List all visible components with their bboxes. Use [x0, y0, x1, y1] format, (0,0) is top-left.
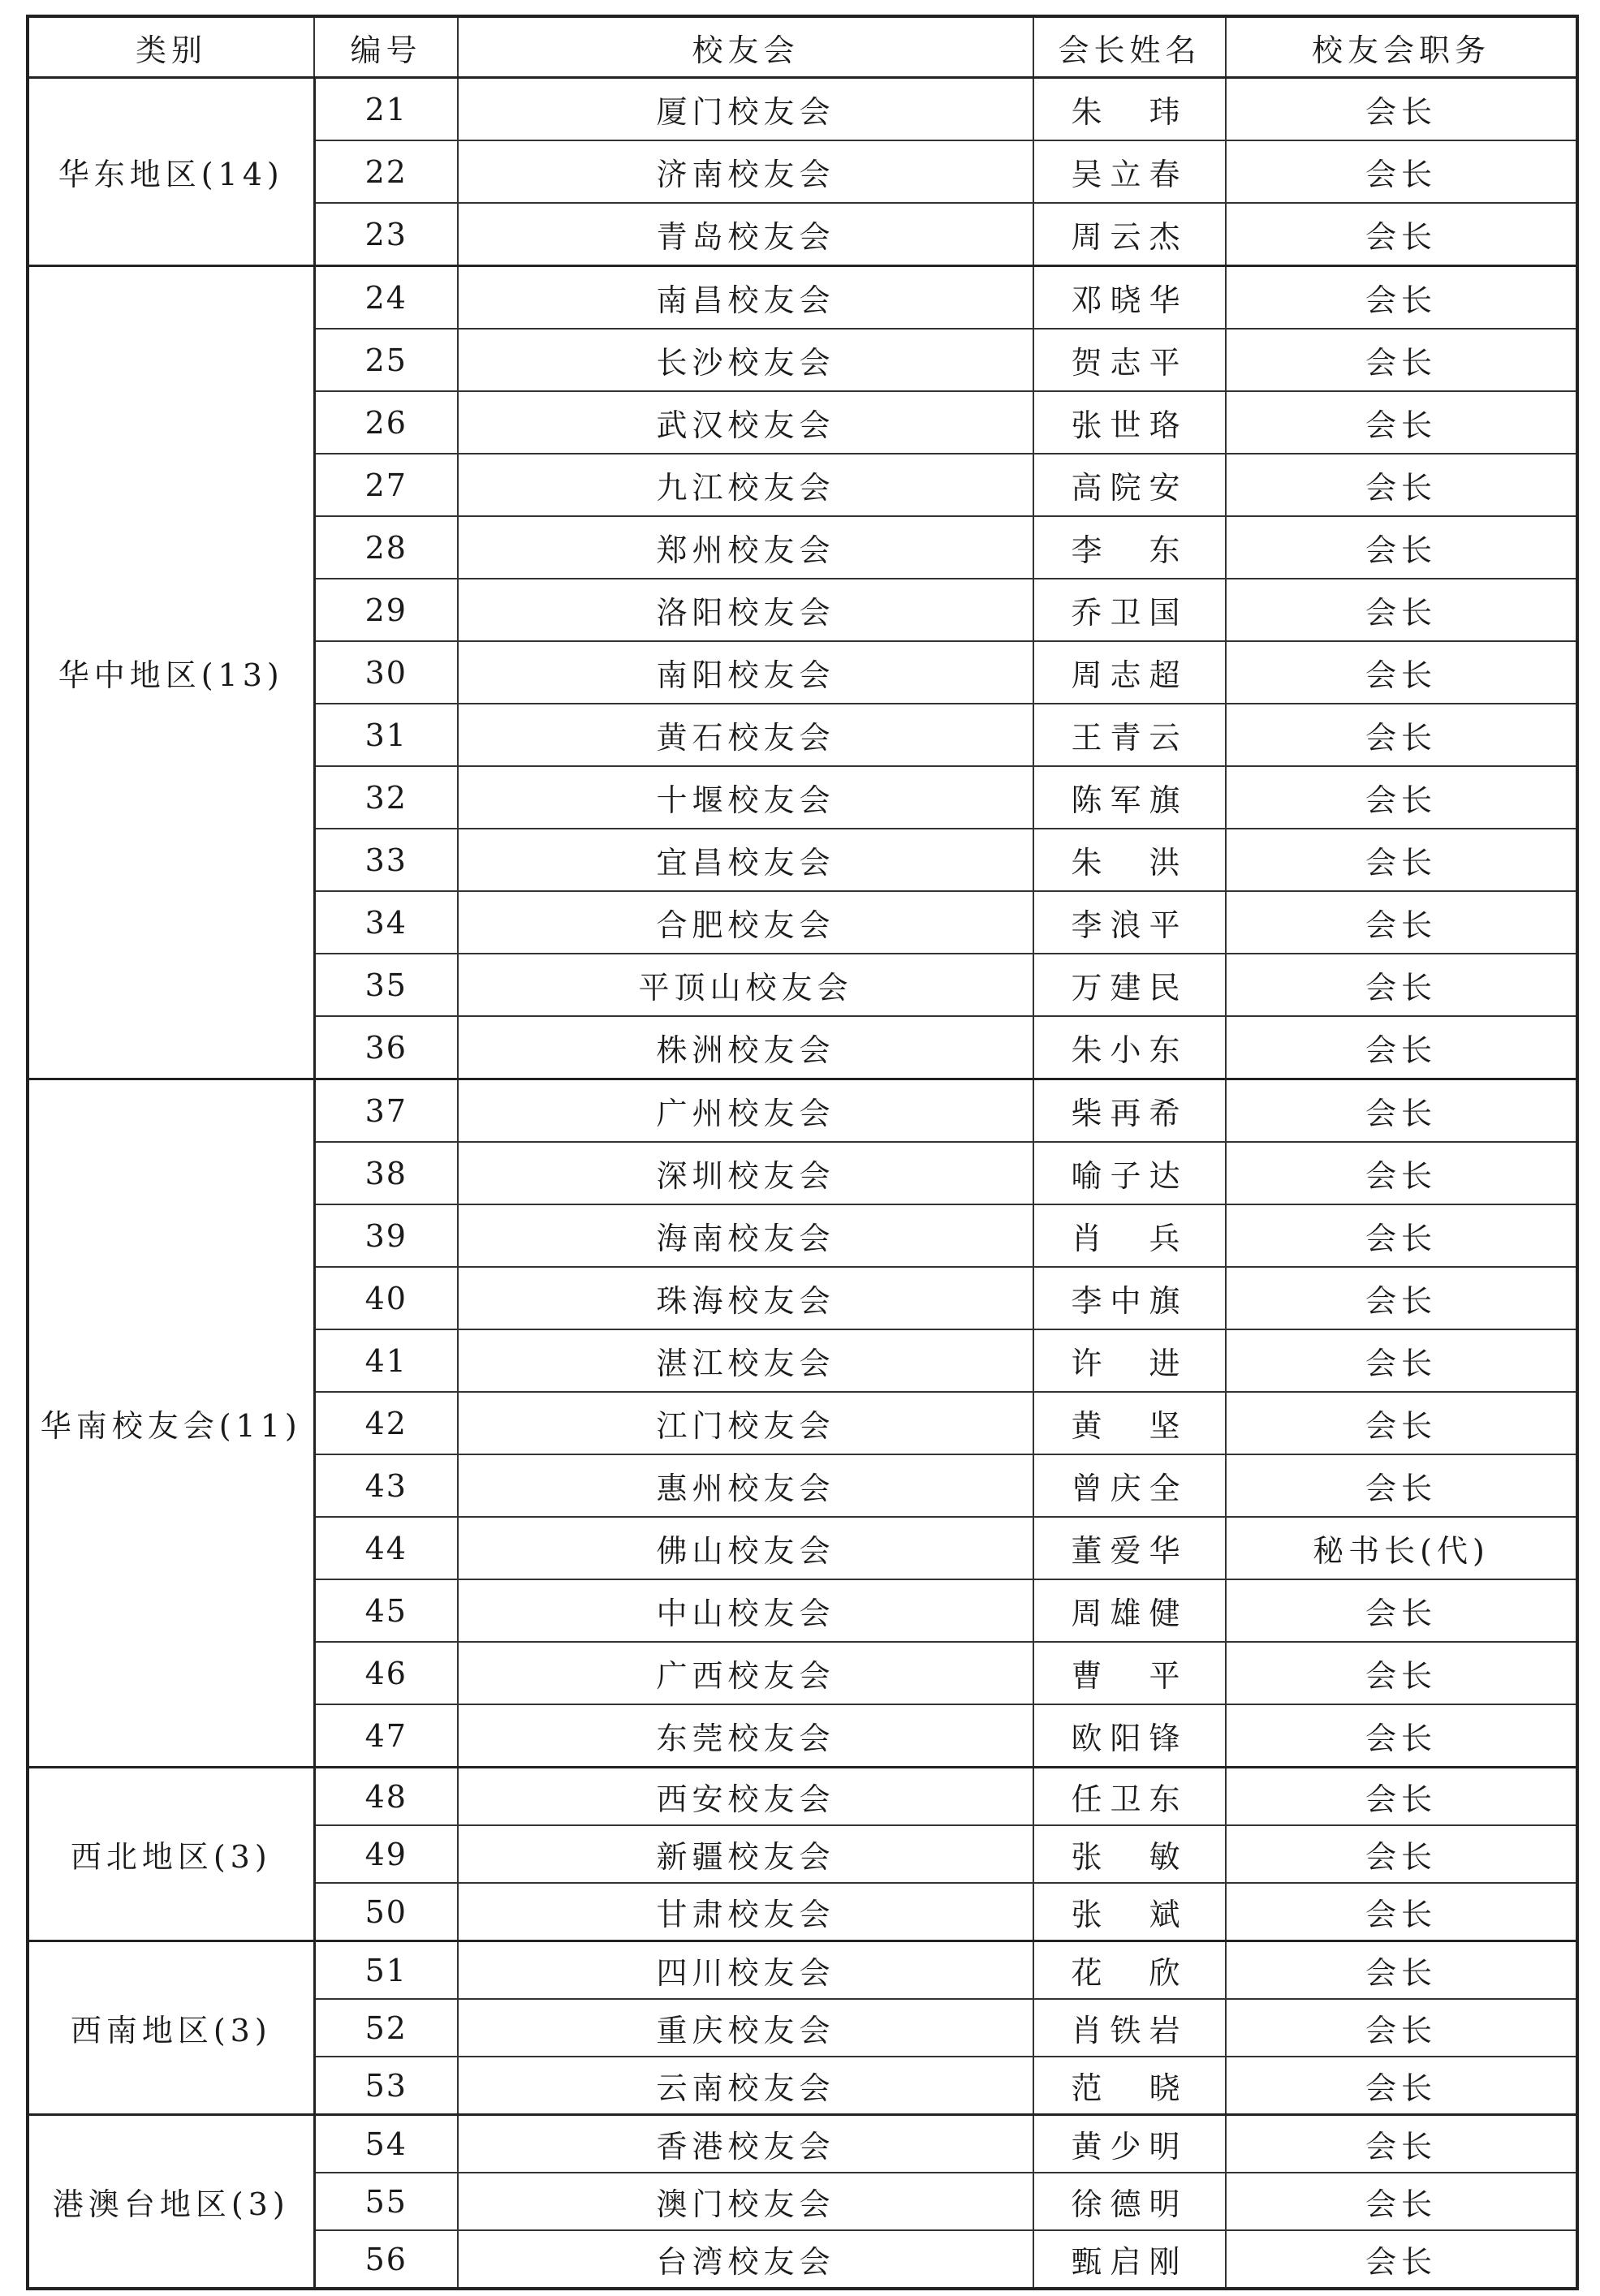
region-category-cell: 华南校友会(11)	[28, 1079, 314, 1768]
association-name-cell: 郑州校友会	[458, 516, 1033, 579]
president-name-cell: 朱小东	[1033, 1016, 1226, 1079]
president-name-cell: 李浪平	[1033, 891, 1226, 954]
association-name-cell: 广州校友会	[458, 1079, 1033, 1143]
number-cell: 29	[314, 579, 458, 641]
region-category-cell: 港澳台地区(3)	[28, 2115, 314, 2290]
association-name-cell: 洛阳校友会	[458, 579, 1033, 641]
association-name-cell: 宜昌校友会	[458, 829, 1033, 891]
number-cell: 55	[314, 2173, 458, 2230]
number-cell: 49	[314, 1825, 458, 1883]
position-cell: 会长	[1226, 2230, 1577, 2289]
header-number: 编号	[314, 16, 458, 78]
position-cell: 会长	[1226, 1204, 1577, 1267]
position-cell: 会长	[1226, 1642, 1577, 1704]
president-name-cell: 李 东	[1033, 516, 1226, 579]
president-name-cell: 贺志平	[1033, 329, 1226, 391]
position-cell: 会长	[1226, 1883, 1577, 1941]
association-name-cell: 黄石校友会	[458, 704, 1033, 766]
region-group	[28, 266, 1577, 1079]
president-name-cell: 曾庆全	[1033, 1454, 1226, 1517]
association-name-cell: 武汉校友会	[458, 391, 1033, 454]
association-name-cell: 新疆校友会	[458, 1825, 1033, 1883]
president-name-cell: 黄 坚	[1033, 1392, 1226, 1454]
table-row	[28, 1079, 1577, 1143]
president-name-cell: 周雄健	[1033, 1579, 1226, 1642]
number-cell: 21	[314, 78, 458, 141]
association-name-cell: 重庆校友会	[458, 1999, 1033, 2057]
association-name-cell: 南阳校友会	[458, 641, 1033, 704]
number-cell: 36	[314, 1016, 458, 1079]
position-cell: 会长	[1226, 266, 1577, 330]
president-name-cell: 吴立春	[1033, 140, 1226, 203]
position-cell: 秘书长(代)	[1226, 1517, 1577, 1579]
president-name-cell: 曹 平	[1033, 1642, 1226, 1704]
number-cell: 26	[314, 391, 458, 454]
number-cell: 25	[314, 329, 458, 391]
position-cell: 会长	[1226, 140, 1577, 203]
association-name-cell: 青岛校友会	[458, 203, 1033, 266]
number-cell: 46	[314, 1642, 458, 1704]
position-cell: 会长	[1226, 1392, 1577, 1454]
number-cell: 39	[314, 1204, 458, 1267]
header-position: 校友会职务	[1226, 16, 1577, 78]
position-cell: 会长	[1226, 1704, 1577, 1768]
number-cell: 48	[314, 1768, 458, 1826]
president-name-cell: 万建民	[1033, 954, 1226, 1016]
association-name-cell: 云南校友会	[458, 2057, 1033, 2115]
president-name-cell: 黄少明	[1033, 2115, 1226, 2173]
president-name-cell: 柴再希	[1033, 1079, 1226, 1143]
president-name-cell: 甄启刚	[1033, 2230, 1226, 2289]
number-cell: 24	[314, 266, 458, 330]
number-cell: 41	[314, 1329, 458, 1392]
region-group	[28, 1941, 1577, 2115]
position-cell: 会长	[1226, 1999, 1577, 2057]
position-cell: 会长	[1226, 1329, 1577, 1392]
number-cell: 33	[314, 829, 458, 891]
association-name-cell: 珠海校友会	[458, 1267, 1033, 1329]
association-name-cell: 平顶山校友会	[458, 954, 1033, 1016]
association-name-cell: 株洲校友会	[458, 1016, 1033, 1079]
president-name-cell: 王青云	[1033, 704, 1226, 766]
position-cell: 会长	[1226, 516, 1577, 579]
region-group	[28, 2115, 1577, 2290]
position-cell: 会长	[1226, 579, 1577, 641]
number-cell: 32	[314, 766, 458, 829]
region-category-cell: 华中地区(13)	[28, 266, 314, 1079]
table-header-row	[28, 16, 1577, 78]
position-cell: 会长	[1226, 454, 1577, 516]
position-cell: 会长	[1226, 1142, 1577, 1204]
number-cell: 30	[314, 641, 458, 704]
number-cell: 40	[314, 1267, 458, 1329]
association-name-cell: 十堰校友会	[458, 766, 1033, 829]
position-cell: 会长	[1226, 1825, 1577, 1883]
table-row	[28, 1941, 1577, 2000]
president-name-cell: 张世珞	[1033, 391, 1226, 454]
number-cell: 56	[314, 2230, 458, 2289]
table-row	[28, 266, 1577, 330]
number-cell: 28	[314, 516, 458, 579]
president-name-cell: 肖 兵	[1033, 1204, 1226, 1267]
region-category-cell: 华东地区(14)	[28, 78, 314, 266]
position-cell: 会长	[1226, 78, 1577, 141]
table-row	[28, 1768, 1577, 1826]
association-name-cell: 合肥校友会	[458, 891, 1033, 954]
association-name-cell: 九江校友会	[458, 454, 1033, 516]
association-name-cell: 澳门校友会	[458, 2173, 1033, 2230]
association-name-cell: 西安校友会	[458, 1768, 1033, 1826]
president-name-cell: 喻子达	[1033, 1142, 1226, 1204]
alumni-association-table-page	[26, 15, 1576, 2283]
position-cell: 会长	[1226, 704, 1577, 766]
number-cell: 47	[314, 1704, 458, 1768]
position-cell: 会长	[1226, 641, 1577, 704]
region-category-cell: 西北地区(3)	[28, 1768, 314, 1941]
association-name-cell: 厦门校友会	[458, 78, 1033, 141]
number-cell: 27	[314, 454, 458, 516]
position-cell: 会长	[1226, 1454, 1577, 1517]
president-name-cell: 许 进	[1033, 1329, 1226, 1392]
position-cell: 会长	[1226, 2057, 1577, 2115]
association-name-cell: 中山校友会	[458, 1579, 1033, 1642]
number-cell: 45	[314, 1579, 458, 1642]
association-name-cell: 长沙校友会	[458, 329, 1033, 391]
position-cell: 会长	[1226, 891, 1577, 954]
president-name-cell: 欧阳锋	[1033, 1704, 1226, 1768]
number-cell: 42	[314, 1392, 458, 1454]
region-group	[28, 1768, 1577, 1941]
president-name-cell: 朱 洪	[1033, 829, 1226, 891]
president-name-cell: 董爱华	[1033, 1517, 1226, 1579]
position-cell: 会长	[1226, 1079, 1577, 1143]
position-cell: 会长	[1226, 2115, 1577, 2173]
position-cell: 会长	[1226, 1768, 1577, 1826]
association-name-cell: 台湾校友会	[458, 2230, 1033, 2289]
president-name-cell: 朱 玮	[1033, 78, 1226, 141]
number-cell: 52	[314, 1999, 458, 2057]
number-cell: 43	[314, 1454, 458, 1517]
position-cell: 会长	[1226, 2173, 1577, 2230]
header-association: 校友会	[458, 16, 1033, 78]
position-cell: 会长	[1226, 1579, 1577, 1642]
association-name-cell: 甘肃校友会	[458, 1883, 1033, 1941]
number-cell: 37	[314, 1079, 458, 1143]
association-name-cell: 济南校友会	[458, 140, 1033, 203]
president-name-cell: 范 晓	[1033, 2057, 1226, 2115]
president-name-cell: 邓晓华	[1033, 266, 1226, 330]
region-group	[28, 1079, 1577, 1768]
association-name-cell: 南昌校友会	[458, 266, 1033, 330]
association-name-cell: 江门校友会	[458, 1392, 1033, 1454]
region-category-cell: 西南地区(3)	[28, 1941, 314, 2115]
president-name-cell: 李中旗	[1033, 1267, 1226, 1329]
position-cell: 会长	[1226, 391, 1577, 454]
number-cell: 22	[314, 140, 458, 203]
position-cell: 会长	[1226, 954, 1577, 1016]
association-name-cell: 海南校友会	[458, 1204, 1033, 1267]
position-cell: 会长	[1226, 203, 1577, 266]
position-cell: 会长	[1226, 766, 1577, 829]
president-name-cell: 周云杰	[1033, 203, 1226, 266]
number-cell: 34	[314, 891, 458, 954]
president-name-cell: 乔卫国	[1033, 579, 1226, 641]
position-cell: 会长	[1226, 1016, 1577, 1079]
president-name-cell: 高院安	[1033, 454, 1226, 516]
position-cell: 会长	[1226, 1267, 1577, 1329]
number-cell: 51	[314, 1941, 458, 2000]
association-name-cell: 广西校友会	[458, 1642, 1033, 1704]
number-cell: 35	[314, 954, 458, 1016]
number-cell: 31	[314, 704, 458, 766]
association-name-cell: 惠州校友会	[458, 1454, 1033, 1517]
association-name-cell: 东莞校友会	[458, 1704, 1033, 1768]
region-group	[28, 78, 1577, 266]
position-cell: 会长	[1226, 329, 1577, 391]
president-name-cell: 张 斌	[1033, 1883, 1226, 1941]
association-name-cell: 佛山校友会	[458, 1517, 1033, 1579]
number-cell: 38	[314, 1142, 458, 1204]
president-name-cell: 任卫东	[1033, 1768, 1226, 1826]
table-row	[28, 2115, 1577, 2173]
president-name-cell: 肖铁岩	[1033, 1999, 1226, 2057]
number-cell: 23	[314, 203, 458, 266]
position-cell: 会长	[1226, 829, 1577, 891]
president-name-cell: 张 敏	[1033, 1825, 1226, 1883]
president-name-cell: 陈军旗	[1033, 766, 1226, 829]
president-name-cell: 徐德明	[1033, 2173, 1226, 2230]
association-name-cell: 香港校友会	[458, 2115, 1033, 2173]
number-cell: 50	[314, 1883, 458, 1941]
president-name-cell: 花 欣	[1033, 1941, 1226, 2000]
association-name-cell: 深圳校友会	[458, 1142, 1033, 1204]
header-category: 类别	[28, 16, 314, 78]
number-cell: 53	[314, 2057, 458, 2115]
president-name-cell: 周志超	[1033, 641, 1226, 704]
number-cell: 44	[314, 1517, 458, 1579]
header-president-name: 会长姓名	[1033, 16, 1226, 78]
position-cell: 会长	[1226, 1941, 1577, 2000]
association-name-cell: 湛江校友会	[458, 1329, 1033, 1392]
table-row	[28, 78, 1577, 141]
number-cell: 54	[314, 2115, 458, 2173]
alumni-association-table	[26, 15, 1579, 2290]
association-name-cell: 四川校友会	[458, 1941, 1033, 2000]
